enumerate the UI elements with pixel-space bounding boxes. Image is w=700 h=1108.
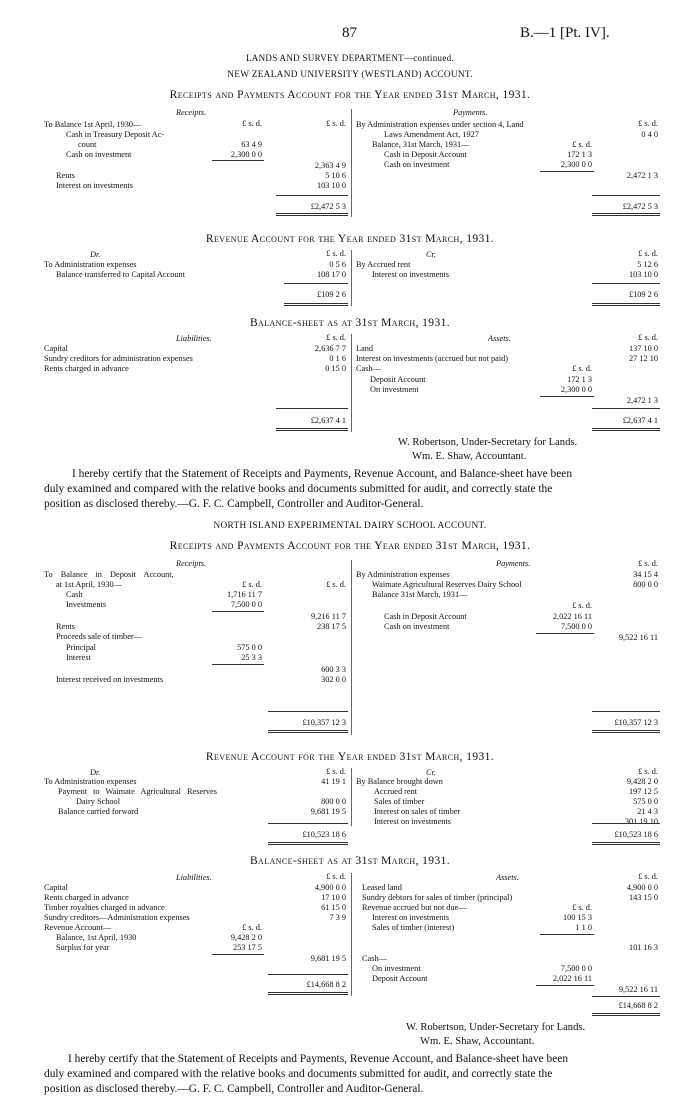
- line-label: Deposit Account: [370, 375, 426, 384]
- amount: 301 19 10: [624, 817, 658, 826]
- line-label: By Balance brought down: [356, 777, 443, 786]
- amount: 103 10 0: [628, 270, 658, 279]
- line-label: To Balance in Deposit Account,: [44, 570, 174, 579]
- line-label: count: [78, 140, 97, 149]
- currency-header: £ s. d.: [638, 249, 658, 258]
- amount: 143 15 0: [628, 893, 658, 902]
- amount: 0 4 0: [641, 130, 658, 139]
- revenue-title-2: Revenue Account for the Year ended 31st March, 1931.: [205, 751, 495, 763]
- currency-header: £ s. d.: [326, 580, 346, 589]
- amount: 253 17 5: [232, 943, 262, 952]
- amount: 2,300 0 0: [560, 385, 592, 394]
- line-label: Capital: [44, 344, 68, 353]
- column-divider: [351, 560, 352, 735]
- line-label: Balance carried forward: [58, 807, 139, 816]
- line-label: Rents charged in advance: [44, 364, 129, 373]
- double-rule: [276, 213, 348, 216]
- line-label: By Administration expenses: [356, 570, 450, 579]
- double-rule: [592, 428, 660, 431]
- line-label: Cash in Treasury Deposit Ac-: [66, 130, 165, 139]
- amount: 2,300 0 0: [560, 160, 592, 169]
- parliamentary-reference: B.—1 [Pt. IV].: [520, 25, 610, 41]
- amount: 101 16 3: [628, 943, 658, 952]
- amount: 2,472 1 3: [626, 171, 658, 180]
- double-rule: [592, 1013, 660, 1016]
- currency-header: £ s. d.: [326, 249, 346, 258]
- line-label: Interest: [66, 653, 91, 662]
- amount: 600 3 3: [321, 665, 346, 674]
- rule: [592, 823, 660, 824]
- currency-header: £ s. d.: [326, 333, 346, 342]
- line-label: Interest on investments: [372, 270, 449, 279]
- rule: [268, 974, 348, 975]
- account-title-westland: NEW ZEALAND UNIVERSITY (WESTLAND) ACCOUNT.: [227, 70, 473, 80]
- line-label: Cash on investment: [384, 160, 450, 169]
- amount: 7,500 0 0: [230, 600, 262, 609]
- currency-header: £ s. d.: [242, 923, 262, 932]
- total: £10,357 12 3: [614, 718, 658, 727]
- rule: [536, 985, 594, 986]
- page-number: 87: [342, 25, 357, 41]
- amount: 575 0 0: [237, 643, 262, 652]
- currency-header: £ s. d.: [572, 601, 592, 610]
- amount: 2,363 4 9: [314, 161, 346, 170]
- payments-heading-1: Payments.: [453, 108, 488, 117]
- double-rule: [592, 213, 660, 216]
- line-label: To Administration expenses: [44, 260, 137, 269]
- rule: [212, 954, 264, 955]
- line-label: Rents: [56, 622, 75, 631]
- amount: 9,681 19 5: [310, 807, 346, 816]
- line-label: Accrued rent: [374, 787, 418, 796]
- line-label: On investment: [372, 964, 421, 973]
- rp-title-2: Receipts and Payments Account for the Year ended 31st March, 1931.: [169, 540, 531, 552]
- amount: 9,428 2 0: [230, 933, 262, 942]
- line-label: By Administration expenses under section 4, Land: [356, 120, 524, 129]
- amount: 1 1 0: [575, 923, 592, 932]
- total: £14,668 8 2: [618, 1001, 658, 1010]
- double-rule: [284, 303, 348, 306]
- amount: 9,522 16 11: [618, 985, 658, 994]
- signature-under-secretary: W. Robertson, Under-Secretary for Lands.: [398, 437, 578, 448]
- rule: [284, 283, 348, 284]
- amount: 238 17 5: [316, 622, 346, 631]
- line-label: Sales of timber (interest): [372, 923, 455, 932]
- rule: [212, 664, 264, 665]
- column-divider: [351, 109, 352, 217]
- currency-header: £ s. d.: [242, 119, 262, 128]
- line-label: Waimate Agricultural Reserves Dairy School: [372, 580, 522, 589]
- line-label: Principal: [66, 643, 96, 652]
- rule: [268, 823, 348, 824]
- cr-heading: Cr.: [426, 250, 436, 259]
- total: £10,523 18 6: [614, 830, 658, 839]
- audit-certificate-line: position as disclosed thereby.—G. F. C. Campbell, Controller and Auditor-General.: [44, 1083, 424, 1095]
- currency-header: £ s. d.: [326, 119, 346, 128]
- amount: 0 5 6: [329, 260, 346, 269]
- amount: 4,900 0 0: [314, 883, 346, 892]
- amount: 2,472 1 3: [626, 396, 658, 405]
- amount: 5 10 6: [325, 171, 346, 180]
- amount: 575 0 0: [633, 797, 658, 806]
- amount: 7,500 0 0: [560, 964, 592, 973]
- line-label: Rents charged in advance: [44, 893, 129, 902]
- amount: 7,500 0 0: [560, 622, 592, 631]
- audit-certificate-line: duly examined and compared with the relative books and documents submitted for audit, and correctly state the: [44, 1068, 553, 1080]
- amount: 1,716 11 7: [227, 590, 262, 599]
- rule: [276, 408, 348, 409]
- payments-heading-2: Payments.: [496, 559, 531, 568]
- line-label: Sales of timber: [374, 797, 425, 806]
- amount: 197 12 5: [628, 787, 658, 796]
- amount: 2,022 16 11: [552, 612, 592, 621]
- rule: [212, 611, 264, 612]
- rule: [592, 711, 660, 712]
- amount: 4,900 0 0: [626, 883, 658, 892]
- line-label: Balance 31st March, 1931—: [372, 590, 468, 599]
- rule: [276, 195, 348, 196]
- double-rule: [276, 428, 348, 431]
- line-label: To Balance 1st April, 1930—: [44, 120, 142, 129]
- signature-accountant: Wm. E. Shaw, Accountant.: [412, 451, 527, 462]
- line-label: Interest on investments: [374, 817, 451, 826]
- rule: [592, 996, 660, 997]
- amount: 25 3 3: [241, 653, 262, 662]
- line-label: at 1st April, 1930—: [56, 580, 122, 589]
- line-label: Surplus for year: [56, 943, 110, 952]
- line-label: Leased land: [362, 883, 402, 892]
- line-label: Balance, 31st March, 1931—: [372, 140, 470, 149]
- line-label: Cash—: [356, 364, 381, 373]
- line-label: Laws Amendment Act, 1927: [384, 130, 479, 139]
- double-rule: [592, 730, 660, 733]
- line-label: Cash on investment: [384, 622, 450, 631]
- line-label: Interest received on investments: [56, 675, 164, 684]
- double-rule: [268, 842, 348, 845]
- rule: [592, 408, 660, 409]
- double-rule: [268, 992, 348, 995]
- audit-certificate-line: I hereby certify that the Statement of Receipts and Payments, Revenue Account, and Balance-sheet have been: [72, 468, 573, 480]
- line-label: Dairy School: [76, 797, 121, 806]
- currency-header: £ s. d.: [638, 119, 658, 128]
- signature-accountant: Wm. E. Shaw, Accountant.: [420, 1036, 535, 1047]
- audit-certificate-line: I hereby certify that the Statement of Receipts and Payments, Revenue Account, and Balance-sheet have been: [68, 1053, 569, 1065]
- assets-heading: Assets.: [488, 334, 511, 343]
- rule: [592, 195, 660, 196]
- amount: 100 15 3: [562, 913, 592, 922]
- line-label: Interest on investments (accrued but not paid): [356, 354, 509, 363]
- liabilities-heading: Liabilities.: [176, 334, 212, 343]
- line-label: Cash: [66, 590, 83, 599]
- rule: [268, 711, 348, 712]
- line-label: By Accrued rent: [356, 260, 411, 269]
- amount: 9,522 16 11: [618, 633, 658, 642]
- rule: [540, 171, 594, 172]
- line-label: Payment to Waimate Agricultural Reserves: [58, 787, 217, 796]
- department-title: LANDS AND SURVEY DEPARTMENT—continued.: [246, 53, 454, 63]
- rule: [540, 396, 594, 397]
- total: £14,668 8 2: [306, 980, 346, 989]
- amount: 27 12 10: [628, 354, 658, 363]
- assets-heading: Assets.: [496, 873, 519, 882]
- total: £10,523 18 6: [302, 830, 346, 839]
- column-divider: [351, 873, 352, 996]
- line-label: Timber royalties charged in advance: [44, 903, 165, 912]
- currency-header: £ s. d.: [326, 872, 346, 881]
- double-rule: [592, 303, 660, 306]
- liabilities-heading: Liabilities.: [176, 873, 212, 882]
- rule: [592, 283, 660, 284]
- amount: 9,428 2 0: [626, 777, 658, 786]
- amount: 61 15 0: [321, 903, 346, 912]
- dr-heading: Dr.: [90, 250, 101, 259]
- amount: 7 3 9: [329, 913, 346, 922]
- line-label: Proceeds sale of timber—: [56, 632, 142, 641]
- currency-header: £ s. d.: [572, 903, 592, 912]
- currency-header: £ s. d.: [638, 559, 658, 568]
- amount: 172 1 3: [567, 375, 592, 384]
- rule: [212, 160, 264, 161]
- amount: 800 0 0: [633, 580, 658, 589]
- line-label: To Administration expenses: [44, 777, 137, 786]
- line-label: On investment: [370, 385, 419, 394]
- cr-heading: Cr.: [426, 768, 436, 777]
- line-label: Revenue accrued but not due—: [362, 903, 467, 912]
- receipts-heading-1: Receipts.: [176, 108, 207, 117]
- line-label: Cash—: [362, 954, 387, 963]
- revenue-title-1: Revenue Account for the Year ended 31st March, 1931.: [205, 233, 495, 245]
- amount: 17 10 0: [321, 893, 346, 902]
- amount: 302 0 0: [321, 675, 346, 684]
- balance-sheet-title-2: Balance-sheet as at 31st March, 1931.: [249, 855, 451, 867]
- amount: 0 15 0: [325, 364, 346, 373]
- line-label: Sundry debtors for sales of timber (principal): [362, 893, 513, 902]
- balance-sheet-title-1: Balance-sheet as at 31st March, 1931.: [249, 317, 451, 329]
- total: £109 2 6: [316, 290, 346, 299]
- line-label: Investments: [66, 600, 107, 609]
- dr-heading: Dr.: [90, 768, 101, 777]
- audit-certificate-line: position as disclosed thereby.—G. F. C. Campbell, Controller and Auditor-General.: [44, 498, 424, 510]
- line-label: Balance transferred to Capital Account: [56, 270, 186, 279]
- total: £2,637 4 1: [310, 416, 346, 425]
- amount: 172 1 3: [567, 150, 592, 159]
- line-label: Balance, 1st April, 1930: [56, 933, 137, 942]
- currency-header: £ s. d.: [638, 872, 658, 881]
- line-label: Sundry creditors—Administration expenses: [44, 913, 190, 922]
- currency-header: £ s. d.: [242, 580, 262, 589]
- double-rule: [268, 730, 348, 733]
- amount: 34 15 4: [633, 570, 658, 579]
- line-label: Cash in Deposit Account: [384, 612, 467, 621]
- amount: 103 10 0: [316, 181, 346, 190]
- currency-header: £ s. d.: [572, 140, 592, 149]
- amount: 108 17 0: [316, 270, 346, 279]
- amount: 0 1 6: [329, 354, 346, 363]
- line-label: Interest on investments: [372, 913, 449, 922]
- currency-header: £ s. d.: [572, 364, 592, 373]
- line-label: Revenue Account—: [44, 923, 112, 932]
- amount: 9,681 19 5: [310, 954, 346, 963]
- amount: 800 0 0: [321, 797, 346, 806]
- line-label: Rents: [56, 171, 75, 180]
- rp-title-1: Receipts and Payments Account for the Year ended 31st March, 1931.: [169, 89, 531, 101]
- line-label: Deposit Account: [372, 974, 428, 983]
- column-divider: [351, 768, 352, 826]
- line-label: Interest on investments: [56, 181, 133, 190]
- line-label: Cash on investment: [66, 150, 132, 159]
- total: £2,472 5 3: [622, 202, 658, 211]
- currency-header: £ s. d.: [638, 767, 658, 776]
- rule: [536, 633, 594, 634]
- line-label: Sundry creditors for administration expenses: [44, 354, 193, 363]
- total: £109 2 6: [628, 290, 658, 299]
- account-title-dairy-school: NORTH ISLAND EXPERIMENTAL DAIRY SCHOOL ACCOUNT.: [213, 521, 487, 531]
- amount: 41 19 1: [321, 777, 346, 786]
- signature-under-secretary: W. Robertson, Under-Secretary for Lands.: [406, 1022, 586, 1033]
- column-divider: [351, 334, 352, 432]
- amount: 63 4 9: [241, 140, 262, 149]
- currency-header: £ s. d.: [638, 333, 658, 342]
- double-rule: [592, 842, 660, 845]
- currency-header: £ s. d.: [326, 767, 346, 776]
- rule: [540, 934, 594, 935]
- amount: 5 12 6: [637, 260, 658, 269]
- line-label: Land: [356, 344, 374, 353]
- line-label: Cash in Deposit Account: [384, 150, 467, 159]
- amount: 137 10 0: [628, 344, 658, 353]
- audit-certificate-line: duly examined and compared with the relative books and documents submitted for audit, and correctly state the: [44, 483, 553, 495]
- line-label: Interest on sales of timber: [374, 807, 461, 816]
- amount: 9,216 11 7: [311, 612, 346, 621]
- column-divider: [351, 250, 352, 306]
- total: £2,637 4 1: [622, 416, 658, 425]
- total: £10,357 12 3: [302, 718, 346, 727]
- amount: 2,022 16 11: [552, 974, 592, 983]
- total: £2,472 5 3: [310, 202, 346, 211]
- line-label: Capital: [44, 883, 68, 892]
- receipts-heading-2: Receipts.: [176, 559, 207, 568]
- amount: 21 4 3: [637, 807, 658, 816]
- amount: 2,636 7 7: [314, 344, 346, 353]
- amount: 2,300 0 0: [230, 150, 262, 159]
